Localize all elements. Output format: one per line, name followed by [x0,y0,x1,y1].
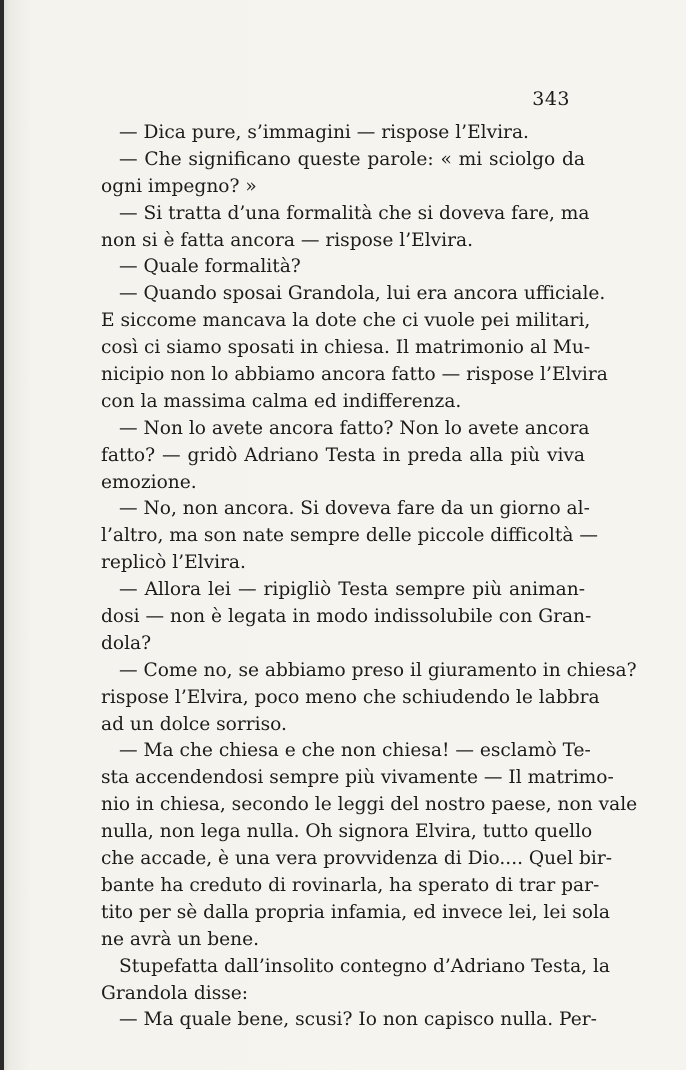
text-line: ad un dolce sorriso. [101,713,287,735]
text-line: così ci siamo sposati in chiesa. Il matrimonio al Mu- [101,337,591,359]
text-line: fatto? — gridò Adriano Testa in preda alla più viva [101,444,585,466]
text-line: sta accendendosi sempre più vivamente — Il matrimo- [101,767,614,789]
page-spine-edge [0,0,4,1070]
text-line: — Ma quale bene, scusi? Io non capisco nulla. Per- [119,1009,597,1031]
text-line: E siccome mancava la dote che ci vuole pei militari, [101,310,591,332]
text-line: tito per sè dalla propria infamia, ed invece lei, lei sola [101,901,610,923]
text-line: — Allora lei — ripigliò Testa sempre più animan- [119,579,585,601]
text-line: che accade, è una vera provvidenza di Dio.... Quel bir- [101,848,613,870]
text-line: ne avrà un bene. [101,928,260,950]
text-line: — Si tratta d’una formalità che si doveva fare, ma [119,202,590,224]
body-text [101,120,638,1034]
text-line: nio in chiesa, secondo le leggi del nostro paese, non vale [101,794,638,816]
text-line: — Dica pure, s’immagini — rispose l’Elvira. [119,122,529,143]
text-line: Grandola disse: [101,982,249,1004]
text-line: rispose l’Elvira, poco meno che schiudendo le labbra [101,686,600,708]
text-line: dola? [101,632,152,654]
text-line: — Come no, se abbiamo preso il giuramento in chiesa? [119,659,637,681]
text-line: emozione. [101,471,197,493]
text-line: — Ma che chiesa e che non chiesa! — esclamò Te- [119,740,591,762]
text-line: nulla, non lega nulla. Oh signora Elvira, tutto quello [101,821,593,843]
text-line: bante ha creduto di rovinarla, ha sperato di trar par- [101,874,600,896]
page-number: 343 [532,88,570,110]
text-line: — Non lo avete ancora fatto? Non lo avete ancora [119,417,590,439]
text-line: — No, non ancora. Si doveva fare da un giorno al- [119,498,590,520]
text-line: — Quale formalità? [119,256,301,278]
text-line: non si è fatta ancora — rispose l’Elvira. [101,229,473,251]
text-line: ogni impegno? » [101,175,257,197]
text-line: con la massima calma ed indifferenza. [101,390,462,412]
text-line: Stupefatta dall’insolito contegno d’Adriano Testa, la [119,955,611,977]
text-line: — Quando sposai Grandola, lui era ancora ufficiale. [119,283,606,305]
text-line: replicò l’Elvira. [101,552,246,574]
text-line: — Che significano queste parole: « mi sciolgo da [119,148,585,170]
text-line: nicipio non lo abbiamo ancora fatto — rispose l’Elvira [101,364,608,386]
text-line: l’altro, ma son nate sempre delle piccole difficoltà — [101,525,598,547]
text-line: dosi — non è legata in modo indissolubile con Gran- [101,606,592,628]
